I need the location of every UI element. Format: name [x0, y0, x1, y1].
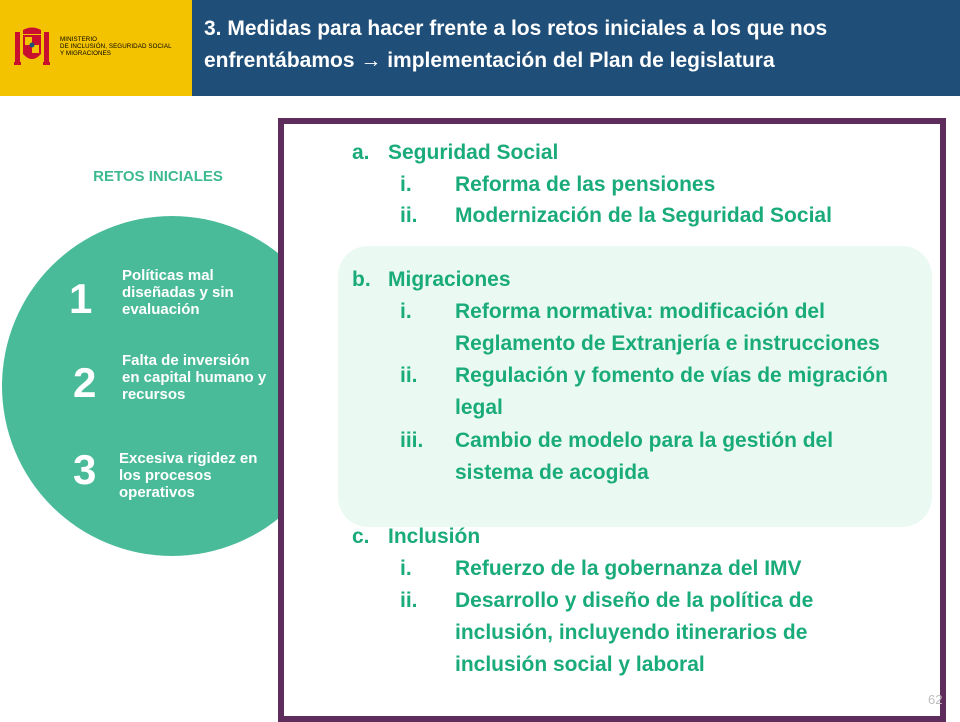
reto-text-2: Falta de inversión en capital humano y recursos: [122, 352, 267, 403]
item-num: ii.: [400, 364, 418, 387]
reto-number-2: 2: [73, 359, 97, 406]
item-num: iii.: [400, 429, 424, 452]
retos-label: RETOS INICIALES: [93, 168, 223, 185]
reto-number-1: 1: [69, 275, 93, 322]
ministry-name: MINISTERIO DE INCLUSIÓN, SEGURIDAD SOCIAL Y MIGRACIONES: [60, 36, 172, 58]
item-text: inclusión social y laboral: [455, 653, 705, 676]
item-text: Reglamento de Extranjería e instrucciones: [455, 332, 880, 355]
item-text: inclusión, incluyendo itinerarios de: [455, 621, 808, 644]
section-title-b: Migraciones: [388, 268, 511, 291]
item-num: i.: [400, 557, 412, 580]
title-bar: [192, 0, 960, 96]
section-letter-a: a.: [352, 141, 370, 164]
item-num: ii.: [400, 204, 418, 227]
page-number: 62: [928, 692, 943, 707]
ministry-logo: [0, 0, 192, 96]
item-text: Desarrollo y diseño de la política de: [455, 589, 814, 612]
reto-text-1: Políticas mal diseñadas y sin evaluación: [122, 267, 234, 318]
item-num: ii.: [400, 589, 418, 612]
item-text: Reforma normativa: modificación del: [455, 300, 825, 323]
item-text: legal: [455, 396, 503, 419]
item-text: Regulación y fomento de vías de migración: [455, 364, 888, 387]
slide-title: 3. Medidas para hacer frente a los retos iniciales a los que nos enfrentábamos → implementación del Plan de legislatura: [204, 17, 828, 72]
section-letter-b: b.: [352, 268, 371, 291]
section-letter-c: c.: [352, 525, 370, 548]
section-title-a: Seguridad Social: [388, 141, 559, 164]
item-num: i.: [400, 300, 412, 323]
item-num: i.: [400, 173, 412, 196]
item-text: Cambio de modelo para la gestión del: [455, 429, 834, 452]
item-text: Reforma de las pensiones: [455, 173, 716, 196]
reto-text-3: Excesiva rigidez en los procesos operativos: [119, 450, 258, 501]
item-text: sistema de acogida: [455, 461, 649, 484]
reto-number-3: 3: [73, 446, 97, 493]
section-title-c: Inclusión: [388, 525, 481, 548]
coat-of-arms-icon: [12, 26, 52, 70]
item-text: Refuerzo de la gobernanza del IMV: [455, 557, 802, 580]
item-text: Modernización de la Seguridad Social: [455, 204, 832, 227]
